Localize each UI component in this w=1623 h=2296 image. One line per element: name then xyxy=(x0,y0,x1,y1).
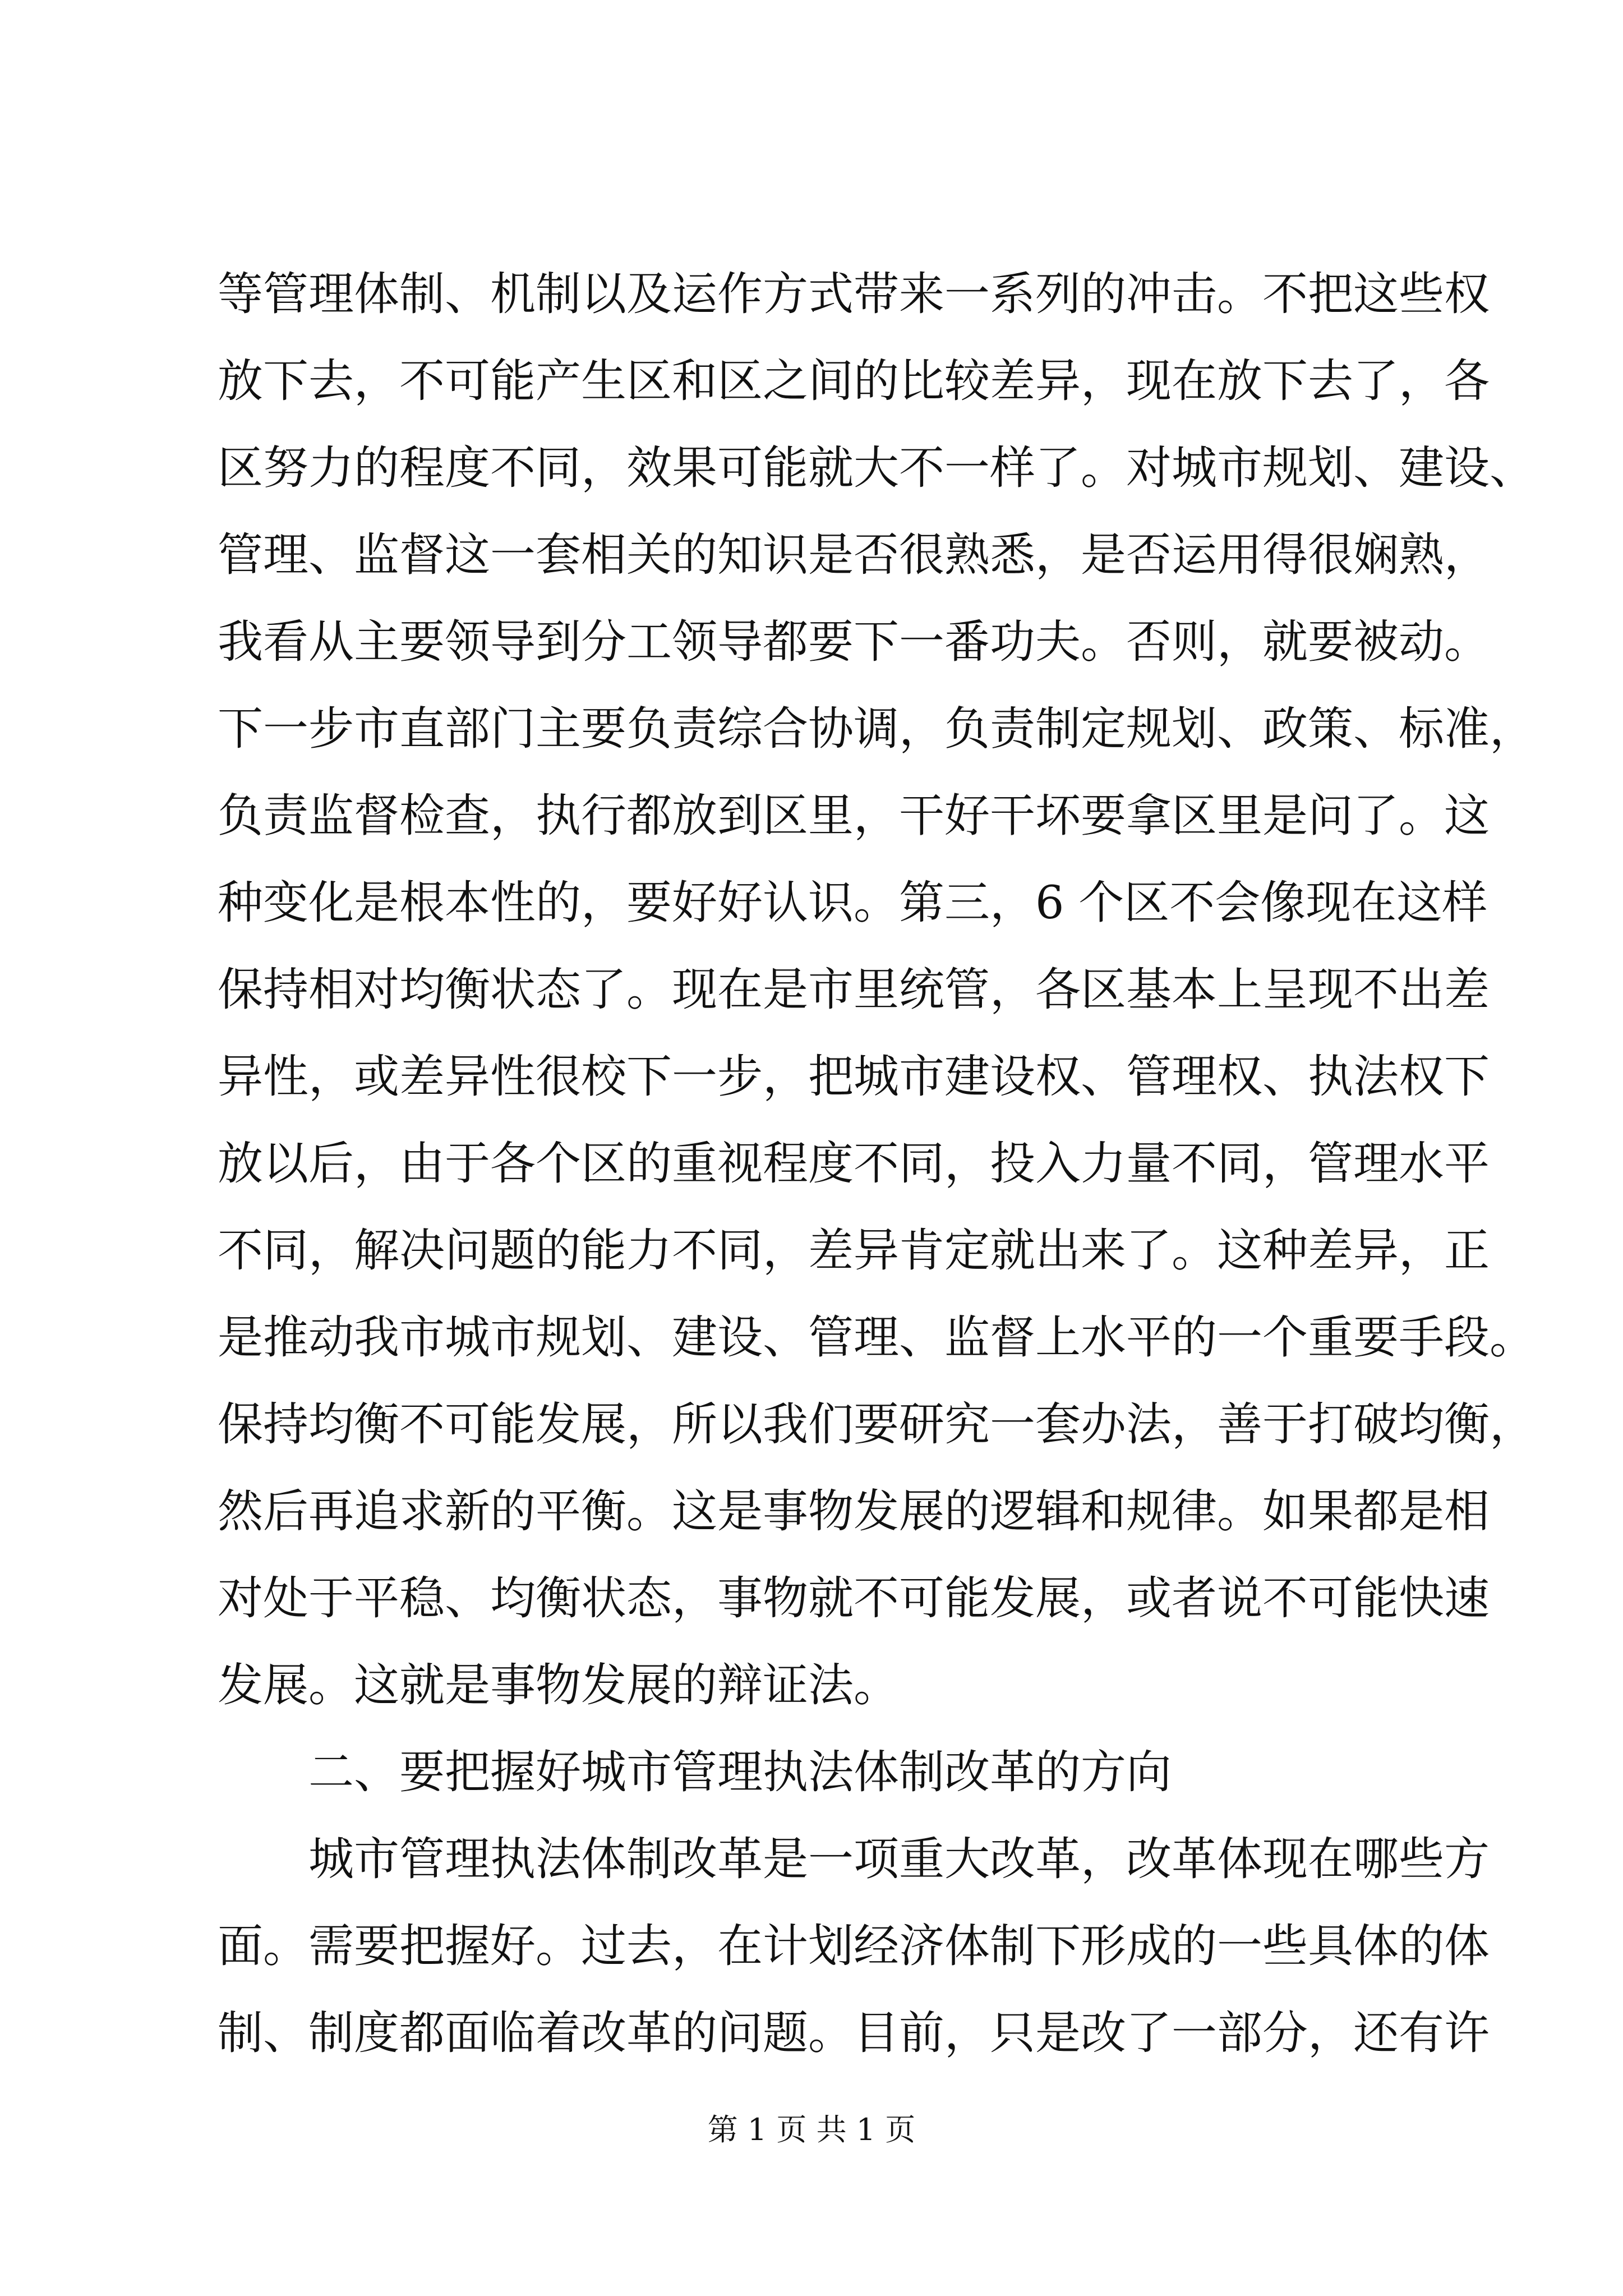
text-line: 放下去，不可能产生区和区之间的比较差异，现在放下去了，各 xyxy=(218,355,1490,408)
text-line: 保持均衡不可能发展，所以我们要研究一套办法，善于打破均衡， xyxy=(218,1398,1536,1451)
text-line: 负责监督检查，执行都放到区里，干好干坏要拿区里是问了。这 xyxy=(218,790,1490,843)
page-footer: 第 1 页 共 1 页 xyxy=(707,2112,916,2147)
text-line: 等管理体制、机制以及运作方式带来一系列的冲击。不把这些权 xyxy=(218,268,1490,321)
body-text xyxy=(218,251,1536,2077)
text-line: 我看从主要领导到分工领导都要下一番功夫。否则，就要被动。 xyxy=(218,616,1490,669)
text-line: 放以后，由于各个区的重视程度不同，投入力量不同，管理水平 xyxy=(218,1138,1490,1190)
text-line: 制、制度都面临着改革的问题。目前，只是改了一部分，还有许 xyxy=(218,2007,1490,2060)
text-line: 对处于平稳、均衡状态，事物就不可能发展，或者说不可能快速 xyxy=(218,1572,1490,1625)
text-line: 保持相对均衡状态了。现在是市里统管，各区基本上呈现不出差 xyxy=(218,964,1490,1016)
text-line: 是推动我市城市规划、建设、管理、监督上水平的一个重要手段。 xyxy=(218,1312,1536,1364)
text-line: 城市管理执法体制改革是一项重大改革，改革体现在哪些方 xyxy=(308,1833,1490,1886)
text-line: 发展。这就是事物发展的辩证法。 xyxy=(218,1659,900,1712)
text-line: 异性，或差异性很校下一步，把城市建设权、管理权、执法权下 xyxy=(218,1051,1490,1103)
text-line: 区努力的程度不同，效果可能就大不一样了。对城市规划、建设、 xyxy=(218,442,1536,495)
text-line: 下一步市直部门主要负责综合协调，负责制定规划、政策、标准， xyxy=(218,703,1536,756)
text-line: 面。需要把握好。过去，在计划经济体制下形成的一些具体的体 xyxy=(218,1920,1490,1973)
text-line: 然后再追求新的平衡。这是事物发展的逻辑和规律。如果都是相 xyxy=(218,1485,1490,1538)
section-heading: 二、要把握好城市管理执法体制改革的方向 xyxy=(308,1746,1172,1799)
text-line: 管理、监督这一套相关的知识是否很熟悉，是否运用得很娴熟， xyxy=(218,529,1490,582)
text-line: 不同，解决问题的能力不同，差异肯定就出来了。这种差异，正 xyxy=(218,1225,1490,1277)
text-line: 种变化是根本性的，要好好认识。第三，6 个区不会像现在这样 xyxy=(218,877,1488,930)
